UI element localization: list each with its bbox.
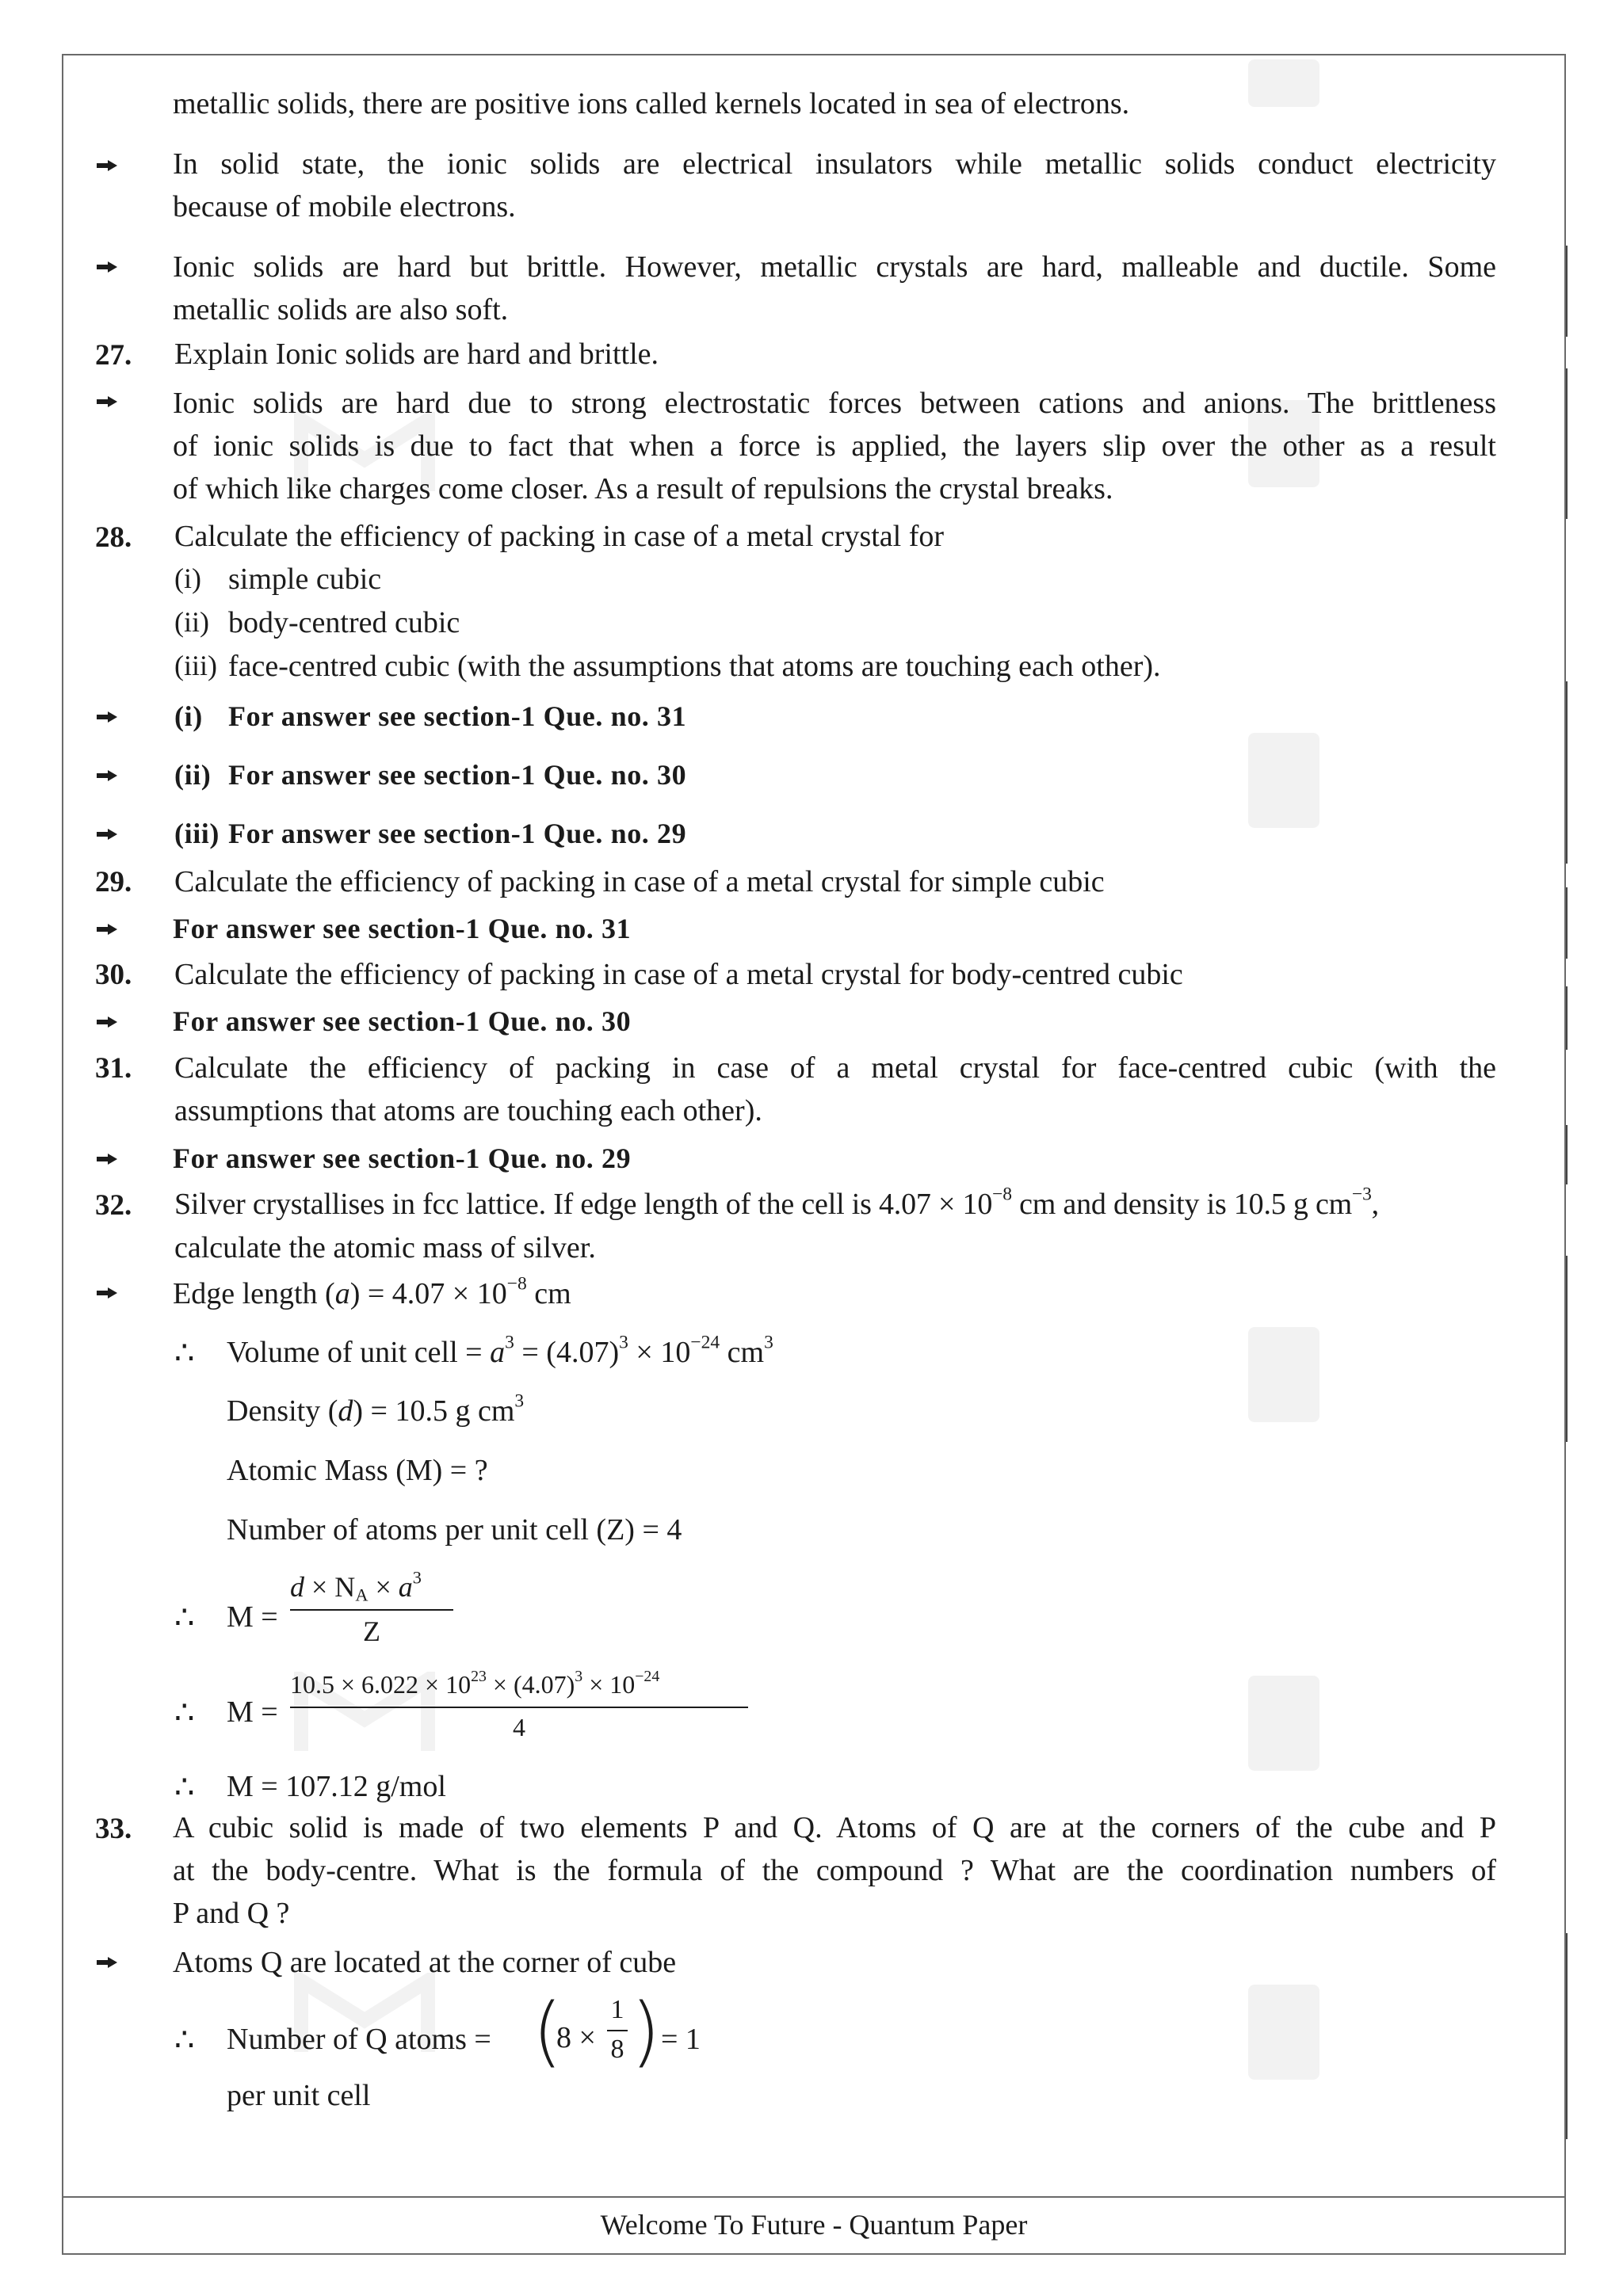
numerator: 1 — [610, 1995, 624, 2024]
arrow-icon — [97, 261, 117, 273]
answer-tag: (i) — [174, 700, 203, 732]
question-text: assumptions that atoms are touching each other). — [174, 1094, 762, 1127]
equation-lhs: M = — [227, 1600, 278, 1634]
arrow-icon — [97, 711, 117, 723]
question-text: P and Q ? — [173, 1897, 290, 1930]
fraction-bar — [607, 2030, 628, 2031]
answer-text: Volume of unit cell = $a^3 = (4.07)^3 \times 10^{-24}$ $cm^3$ — [227, 1332, 773, 1369]
margin-mark — [1566, 246, 1568, 337]
equation-lhs: M = — [227, 1695, 278, 1729]
answer-reference: For answer see section-1 Que. no. 31 — [228, 700, 687, 732]
arrow-icon — [97, 160, 117, 171]
question-number: 32. — [95, 1189, 132, 1222]
page-footer: Welcome To Future - Quantum Paper — [63, 2196, 1564, 2253]
question-number: 30. — [95, 959, 132, 991]
watermark-logo — [1244, 1672, 1323, 1775]
question-text: Calculate the efficiency of packing in case of a metal crystal for face-centred cubic (with the — [174, 1051, 1496, 1085]
answer-text: = 1 — [661, 2023, 701, 2056]
answer-text: Number of Q atoms = — [227, 2023, 491, 2056]
question-number: 27. — [95, 339, 132, 372]
arrow-icon — [97, 1016, 117, 1028]
therefore-symbol: ∴ — [174, 1769, 195, 1805]
fraction — [607, 1997, 631, 2076]
arrow-icon — [97, 1287, 117, 1299]
arrow-icon — [97, 396, 117, 407]
margin-mark — [1566, 681, 1568, 864]
watermark-logo — [1244, 1981, 1323, 2084]
list-tag: (i) — [174, 563, 201, 594]
text-line: metallic solids are also soft. — [173, 293, 509, 326]
text-line: In solid state, the ionic solids are electrical insulators while metallic solids conduct electricity — [173, 147, 1496, 181]
arrow-icon — [97, 1957, 117, 1968]
margin-mark — [1566, 887, 1568, 959]
fraction-bar — [290, 1707, 748, 1708]
answer-text: Number of atoms per unit cell (Z) = 4 — [227, 1513, 682, 1547]
question-text: Silver crystallises in fcc lattice. If edge length of the cell is $4.07 \times 10^{-8}$ cm and density is 10.5 g $cm^{-3}$, — [174, 1184, 1379, 1221]
fraction — [290, 1567, 456, 1652]
list-item: simple cubic — [228, 563, 382, 596]
list-item: face-centred cubic (with the assumptions that atoms are touching each other). — [228, 650, 1161, 683]
list-tag: (iii) — [174, 650, 217, 681]
answer-text: Ionic solids are hard due to strong electrostatic forces between cations and anions. The brittleness — [173, 387, 1496, 420]
margin-mark — [1566, 1933, 1568, 2139]
denominator: 4 — [513, 1713, 525, 1741]
therefore-symbol: ∴ — [174, 1335, 195, 1371]
answer-text: of which like charges come closer. As a result of repulsions the crystal breaks. — [173, 472, 1113, 505]
therefore-symbol: ∴ — [174, 1695, 195, 1730]
answer-text: Density (d) = 10.5 g $cm^3$ — [227, 1390, 525, 1428]
question-text: A cubic solid is made of two elements P and Q. Atoms of Q are at the corners of the cube and P — [173, 1811, 1496, 1844]
margin-mark — [1566, 1256, 1568, 1442]
question-text: Explain Ionic solids are hard and brittle. — [174, 338, 659, 371]
margin-mark — [1566, 368, 1568, 519]
numerator: $10.5 \times 6.022 \times 10^{23} \times (4.07)^3 \times 10^{-24}$ — [290, 1668, 660, 1699]
watermark-logo — [1244, 1323, 1323, 1426]
arrow-icon — [97, 924, 117, 935]
answer-text: of ionic solids is due to fact that when a force is applied, the layers slip over the other as a result — [173, 429, 1496, 463]
answer-text: per unit cell — [227, 2079, 371, 2112]
answer-reference: For answer see section-1 Que. no. 29 — [173, 1142, 632, 1174]
arrow-icon — [97, 829, 117, 840]
question-text: Calculate the efficiency of packing in case of a metal crystal for — [174, 520, 945, 553]
question-number: 28. — [95, 521, 132, 554]
list-item: body-centred cubic — [228, 606, 460, 639]
question-text: Calculate the efficiency of packing in case of a metal crystal for body-centred cubic — [174, 958, 1183, 991]
left-paren: ( — [533, 1987, 563, 2076]
arrow-icon — [97, 1154, 117, 1165]
margin-mark — [1566, 1125, 1568, 1184]
right-paren: ) — [631, 1987, 661, 2076]
answer-reference: For answer see section-1 Que. no. 31 — [173, 913, 632, 944]
text-line: because of mobile electrons. — [173, 190, 516, 223]
question-text: Calculate the efficiency of packing in case of a metal crystal for simple cubic — [174, 865, 1105, 898]
denominator: 8 — [610, 2035, 624, 2064]
list-tag: (ii) — [174, 606, 209, 638]
margin-mark — [1566, 986, 1568, 1050]
answer-text: Atoms Q are located at the corner of cube — [173, 1946, 677, 1979]
question-text: at the body-centre. What is the formula of the compound ? What are the coordination numbers of — [173, 1854, 1496, 1887]
answer-reference: For answer see section-1 Que. no. 30 — [173, 1005, 632, 1037]
answer-reference: For answer see section-1 Que. no. 30 — [228, 759, 687, 791]
fraction — [290, 1668, 750, 1751]
answer-text: Edge length $(a) = 4.07 \times 10^{-8}$ cm — [173, 1273, 571, 1310]
question-number: 33. — [95, 1813, 132, 1845]
text-line: Ionic solids are hard but brittle. However, metallic crystals are hard, malleable and ductile. Some — [173, 250, 1496, 284]
answer-reference: For answer see section-1 Que. no. 29 — [228, 818, 687, 849]
therefore-symbol: ∴ — [174, 2022, 195, 2058]
watermark-logo — [1244, 729, 1323, 832]
answer-result: M = 107.12 g/mol — [227, 1770, 446, 1803]
answer-tag: (iii) — [174, 818, 220, 849]
question-number: 31. — [95, 1052, 132, 1085]
therefore-symbol: ∴ — [174, 1600, 195, 1635]
numerator: $d \times N_A \times a^3$ — [290, 1567, 422, 1605]
text-line: metallic solids, there are positive ions called kernels located in sea of electrons. — [173, 87, 1130, 120]
question-number: 29. — [95, 866, 132, 898]
watermark-logo — [1244, 55, 1323, 111]
denominator: Z — [363, 1615, 380, 1647]
answer-tag: (ii) — [174, 759, 212, 791]
answer-text: Atomic Mass (M) = ? — [227, 1454, 488, 1487]
answer-text: 8 × — [556, 2021, 596, 2054]
arrow-icon — [97, 770, 117, 781]
question-text: calculate the atomic mass of silver. — [174, 1231, 596, 1264]
fraction-bar — [290, 1609, 453, 1611]
